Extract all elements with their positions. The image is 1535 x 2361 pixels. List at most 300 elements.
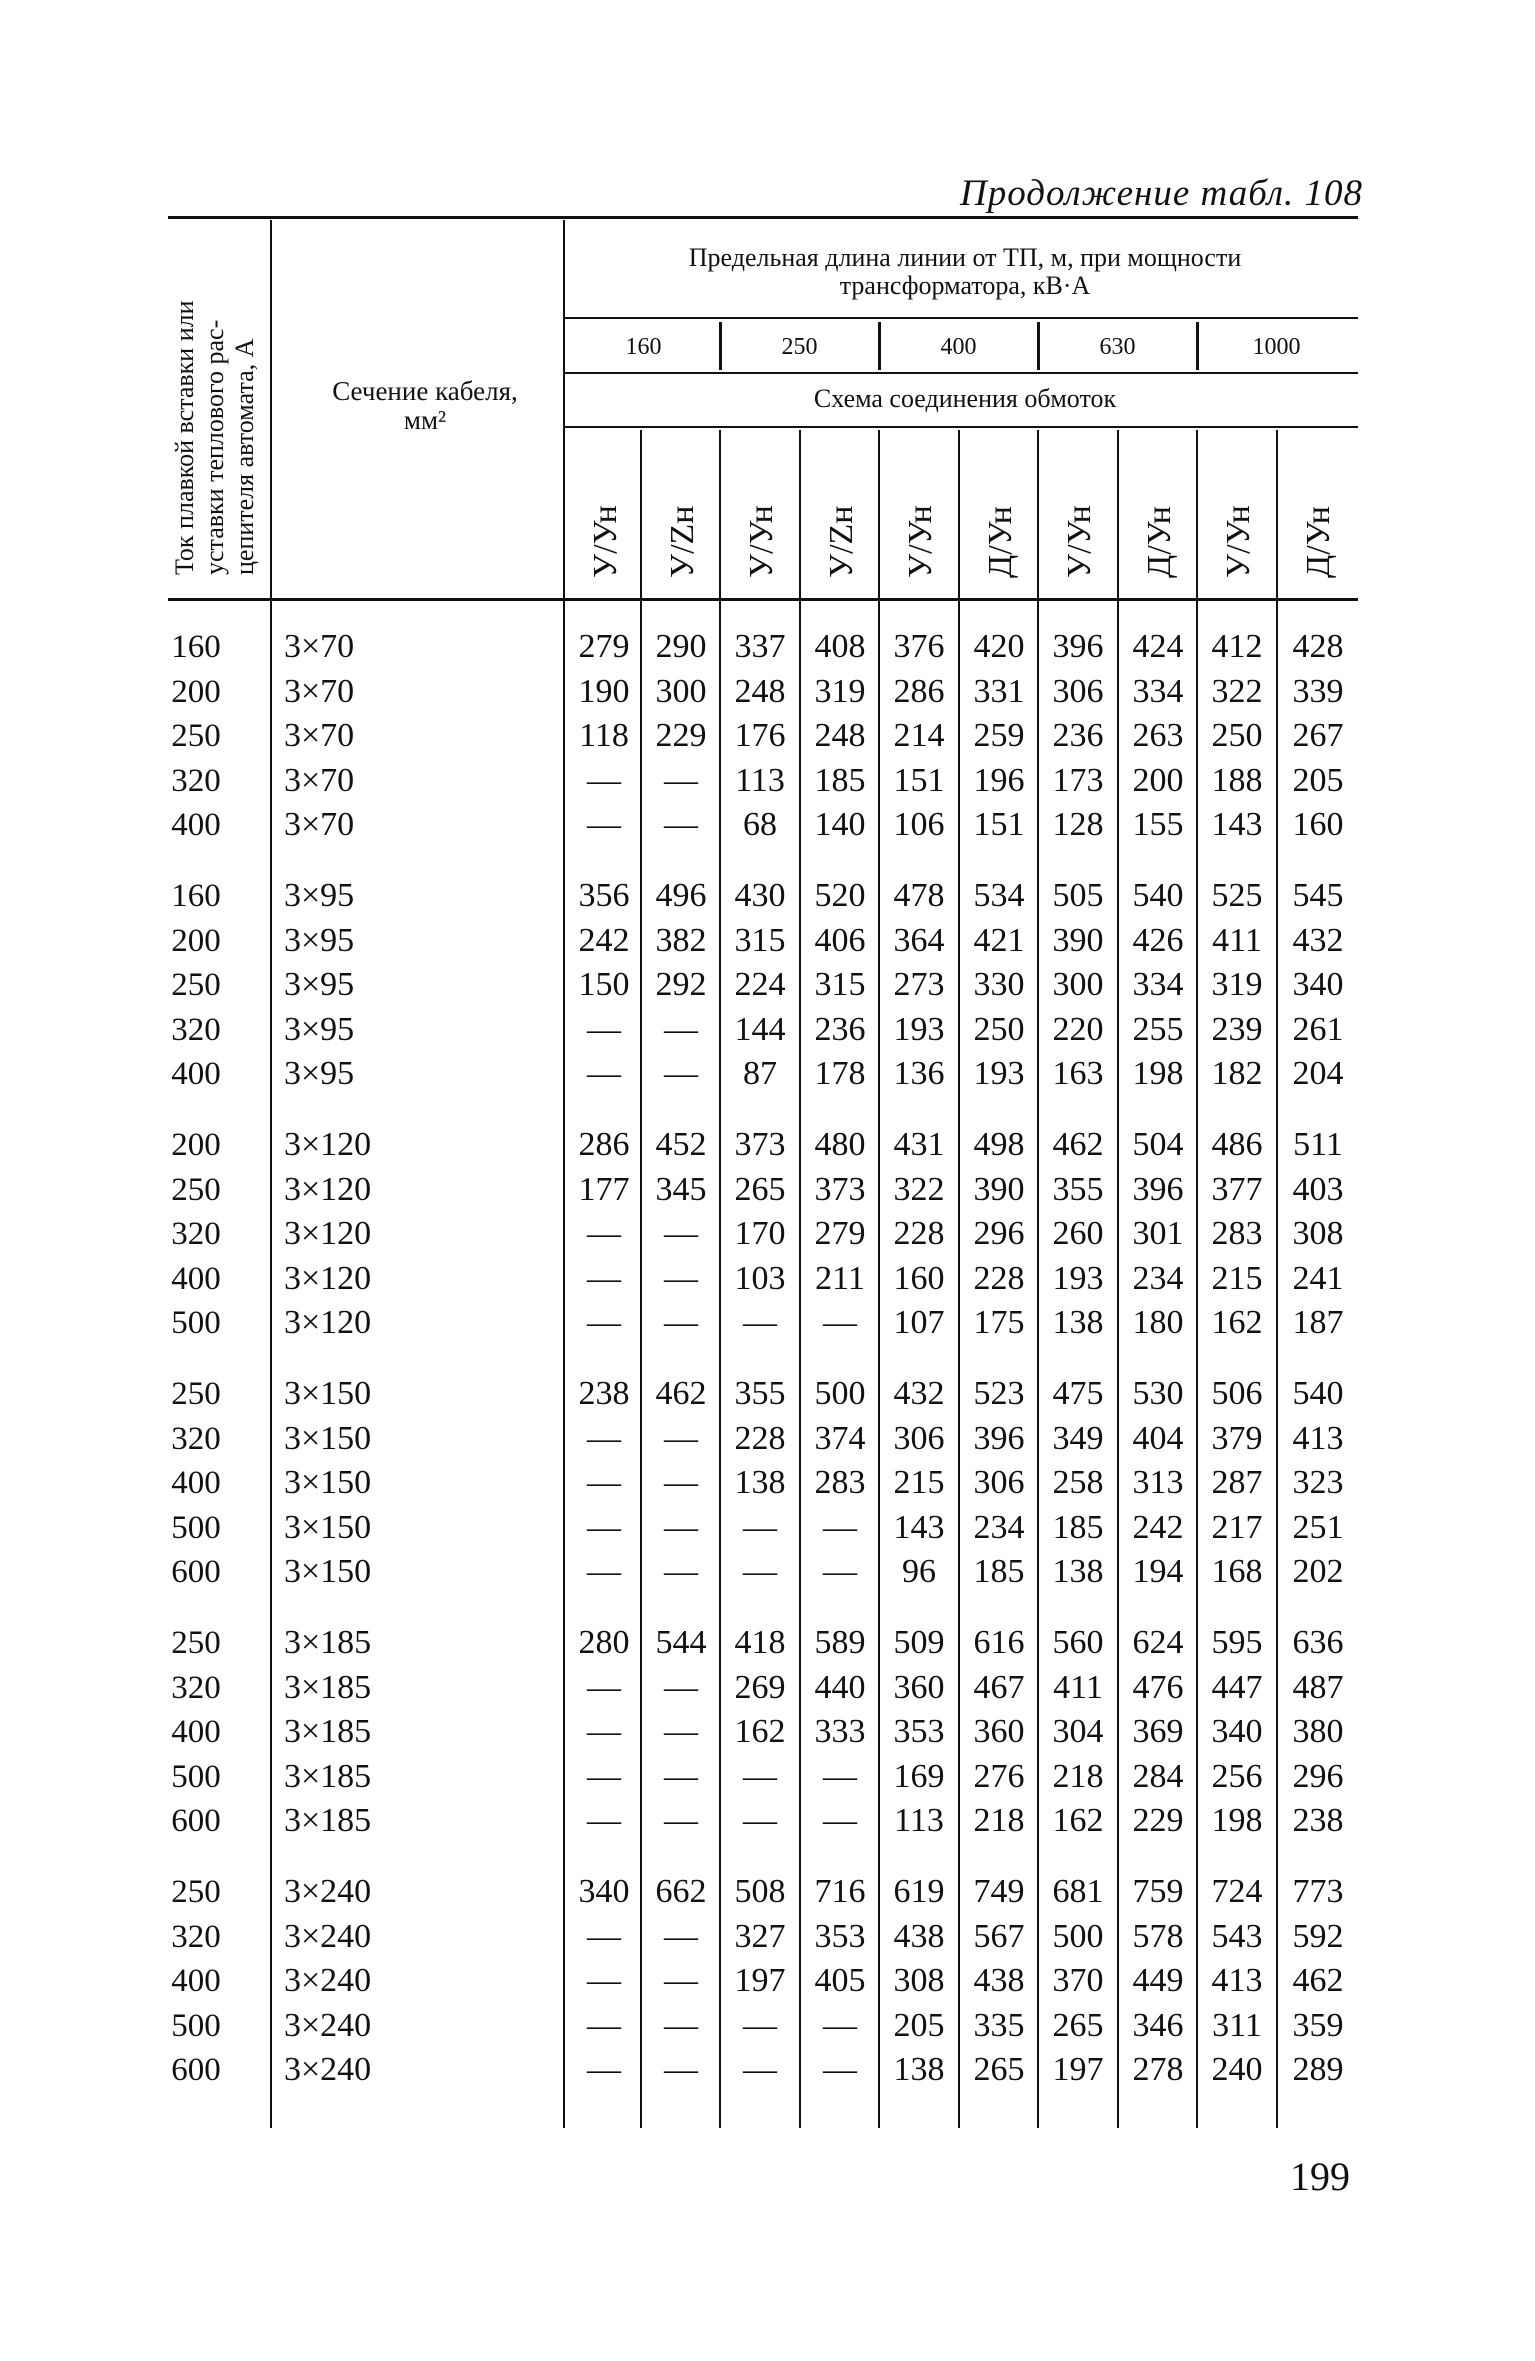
scheme-cells-top-rule	[565, 426, 1358, 428]
length-cell: 462	[1052, 1126, 1104, 1163]
table-row	[0, 874, 1535, 918]
length-cell: —	[587, 1215, 621, 1252]
current-column-header	[170, 301, 260, 576]
section-cell: 3×150	[284, 1464, 372, 1501]
scheme-label: У/Ун	[1061, 505, 1098, 578]
length-cell: 438	[893, 1918, 945, 1955]
length-cell: 218	[973, 1802, 1025, 1839]
current-cell: 250	[171, 1625, 221, 1661]
length-cell: —	[743, 2051, 777, 2088]
length-cell: 260	[1052, 1215, 1104, 1252]
length-cell: 319	[814, 673, 866, 710]
length-cell: 193	[973, 1055, 1025, 1092]
current-cell: 500	[171, 2008, 221, 2044]
section-header-line-1: Сечение кабеля,	[332, 376, 518, 406]
table-row	[0, 1008, 1535, 1052]
length-cell: 118	[579, 717, 629, 754]
length-cell: 543	[1211, 1918, 1263, 1955]
length-cell: —	[743, 1758, 777, 1795]
length-cell: 411	[1212, 922, 1262, 959]
length-cell: 200	[1132, 762, 1184, 799]
length-cell: —	[587, 1509, 621, 1546]
current-cell: 500	[171, 1759, 221, 1795]
current-cell: 320	[171, 1919, 221, 1955]
length-cell: 308	[893, 1962, 945, 1999]
length-cell: 269	[734, 1669, 786, 1706]
length-cell: 681	[1052, 1873, 1104, 1910]
section-cell: 3×95	[284, 922, 355, 959]
length-cell: 540	[1132, 877, 1184, 914]
table-row	[0, 1461, 1535, 1505]
length-cell: 355	[734, 1375, 786, 1412]
current-cell: 500	[171, 1305, 221, 1341]
length-cell: —	[664, 1304, 698, 1341]
length-cell: 505	[1052, 877, 1104, 914]
section-cell: 3×185	[284, 1758, 372, 1795]
table-row	[0, 1959, 1535, 2003]
length-cell: —	[743, 1304, 777, 1341]
length-cell: 447	[1211, 1669, 1263, 1706]
length-cell: 500	[1052, 1918, 1104, 1955]
length-cell: 218	[1052, 1758, 1104, 1795]
length-cell: 413	[1292, 1420, 1344, 1457]
length-cell: 185	[973, 1553, 1025, 1590]
length-cell: 306	[893, 1420, 945, 1457]
length-cell: 236	[1052, 717, 1104, 754]
scheme-label: Д/Ун	[1141, 506, 1178, 578]
length-cell: 255	[1132, 1011, 1184, 1048]
length-cell: —	[664, 1260, 698, 1297]
length-cell: 185	[1052, 1509, 1104, 1546]
length-cell: 496	[655, 877, 707, 914]
length-cell: 163	[1052, 1055, 1104, 1092]
length-cell: 345	[655, 1171, 707, 1208]
length-cell: 214	[893, 717, 945, 754]
length-cell: 175	[973, 1304, 1025, 1341]
section-cell: 3×185	[284, 1669, 372, 1706]
length-cell: 136	[893, 1055, 945, 1092]
length-cell: 333	[814, 1713, 866, 1750]
length-cell: 286	[578, 1126, 630, 1163]
section-cell: 3×240	[284, 1962, 372, 1999]
section-cell: 3×95	[284, 877, 355, 914]
length-cell: —	[664, 1962, 698, 1999]
section-cell: 3×95	[284, 1011, 355, 1048]
length-cell: —	[664, 1802, 698, 1839]
current-cell: 600	[171, 1554, 221, 1590]
top-rule	[168, 216, 1358, 219]
length-cell: 87	[743, 1055, 777, 1092]
length-cell: 248	[814, 717, 866, 754]
table-row	[0, 963, 1535, 1007]
length-cell: —	[587, 1669, 621, 1706]
length-cell: —	[587, 1713, 621, 1750]
section-cell: 3×70	[284, 628, 355, 665]
section-cell: 3×185	[284, 1802, 372, 1839]
length-cell: 300	[655, 673, 707, 710]
scheme-label: Д/Ун	[982, 506, 1019, 578]
length-cell: 377	[1211, 1171, 1263, 1208]
length-cell: —	[823, 1553, 857, 1590]
length-cell: 334	[1132, 966, 1184, 1003]
length-cell: 431	[893, 1126, 945, 1163]
length-cell: —	[664, 1669, 698, 1706]
length-cell: 315	[814, 966, 866, 1003]
length-cell: 273	[893, 966, 945, 1003]
length-cell: —	[743, 2007, 777, 2044]
table-row	[0, 1301, 1535, 1345]
length-cell: 107	[893, 1304, 945, 1341]
length-cell: —	[664, 1420, 698, 1457]
length-cell: 506	[1211, 1375, 1263, 1412]
winding-scheme-header: Схема соединения обмоток	[813, 384, 1117, 413]
length-cell: 396	[1132, 1171, 1184, 1208]
length-cell: 334	[1132, 673, 1184, 710]
length-cell: 487	[1292, 1669, 1344, 1706]
length-cell: —	[664, 1713, 698, 1750]
table-row	[0, 919, 1535, 963]
length-cell: 228	[893, 1215, 945, 1252]
length-cell: 290	[655, 628, 707, 665]
length-cell: 504	[1132, 1126, 1184, 1163]
section-header-line-2: мм²	[403, 405, 447, 435]
length-cell: 408	[814, 628, 866, 665]
length-cell: 215	[893, 1464, 945, 1501]
section-cell: 3×95	[284, 966, 355, 1003]
length-cell: 403	[1292, 1171, 1344, 1208]
current-cell: 200	[171, 674, 221, 710]
current-cell: 400	[171, 1714, 221, 1750]
length-cell: 140	[814, 806, 866, 843]
length-cell: 238	[1292, 1802, 1344, 1839]
length-cell: 773	[1292, 1873, 1344, 1910]
length-cell: —	[823, 1304, 857, 1341]
section-cell: 3×150	[284, 1553, 372, 1590]
length-cell: 475	[1052, 1375, 1104, 1412]
length-cell: 177	[578, 1171, 630, 1208]
length-cell: 418	[734, 1624, 786, 1661]
length-cell: 197	[734, 1962, 786, 1999]
scheme-label: У/Zн	[823, 505, 860, 578]
length-cell: —	[823, 1802, 857, 1839]
length-cell: 238	[578, 1375, 630, 1412]
length-cell: 196	[973, 762, 1025, 799]
length-cell: 283	[814, 1464, 866, 1501]
length-cell: 169	[893, 1758, 945, 1795]
table-row	[0, 1870, 1535, 1914]
length-cell: 327	[734, 1918, 786, 1955]
length-cell: 390	[1052, 922, 1104, 959]
length-cell: 296	[1292, 1758, 1344, 1795]
scheme-label: Д/Ун	[1300, 506, 1337, 578]
current-cell: 200	[171, 923, 221, 959]
length-cell: 306	[973, 1464, 1025, 1501]
length-cell: 301	[1132, 1215, 1184, 1252]
length-cell: 412	[1211, 628, 1263, 665]
scheme-label: У/Ун	[1220, 505, 1257, 578]
length-cell: —	[664, 1509, 698, 1546]
length-cell: 404	[1132, 1420, 1184, 1457]
length-cell: 241	[1292, 1260, 1344, 1297]
length-cell: 151	[973, 806, 1025, 843]
length-cell: 308	[1292, 1215, 1344, 1252]
length-cell: 480	[814, 1126, 866, 1163]
length-cell: 476	[1132, 1669, 1184, 1706]
table-row	[0, 1372, 1535, 1416]
length-cell: —	[664, 1464, 698, 1501]
length-cell: 138	[893, 2051, 945, 2088]
length-cell: 144	[734, 1011, 786, 1048]
length-cell: 276	[973, 1758, 1025, 1795]
length-cell: 197	[1052, 2051, 1104, 2088]
length-cell: 162	[1052, 1802, 1104, 1839]
length-cell: 162	[1211, 1304, 1263, 1341]
length-cell: 173	[1052, 762, 1104, 799]
length-cell: 251	[1292, 1509, 1344, 1546]
length-cell: —	[743, 1802, 777, 1839]
length-cell: —	[587, 1553, 621, 1590]
length-cell: 296	[973, 1215, 1025, 1252]
length-cell: 187	[1292, 1304, 1344, 1341]
length-cell: —	[664, 2007, 698, 2044]
length-cell: —	[823, 1758, 857, 1795]
length-cell: 523	[973, 1375, 1025, 1412]
length-cell: 356	[578, 877, 630, 914]
scheme-row-top-rule	[565, 372, 1358, 374]
length-cell: 578	[1132, 1918, 1184, 1955]
length-cell: 259	[973, 717, 1025, 754]
length-cell: 376	[893, 628, 945, 665]
length-cell: —	[587, 1758, 621, 1795]
length-cell: —	[587, 1918, 621, 1955]
length-cell: 138	[1052, 1304, 1104, 1341]
length-cell: 411	[1053, 1669, 1103, 1706]
length-cell: 265	[734, 1171, 786, 1208]
column-rule	[878, 322, 881, 370]
length-cell: 340	[1211, 1713, 1263, 1750]
current-cell: 320	[171, 1216, 221, 1252]
length-cell: —	[587, 806, 621, 843]
length-cell: —	[664, 762, 698, 799]
length-cell: 396	[973, 1420, 1025, 1457]
length-cell: 359	[1292, 2007, 1344, 2044]
length-cell: 467	[973, 1669, 1025, 1706]
length-cell: 749	[973, 1873, 1025, 1910]
length-cell: 724	[1211, 1873, 1263, 1910]
length-cell: 198	[1132, 1055, 1184, 1092]
length-cell: —	[587, 1802, 621, 1839]
length-cell: 180	[1132, 1304, 1184, 1341]
length-cell: 355	[1052, 1171, 1104, 1208]
length-cell: 440	[814, 1669, 866, 1706]
table-row	[0, 714, 1535, 758]
power-label: 630	[1099, 334, 1136, 360]
power-row-top-rule	[565, 317, 1358, 319]
length-cell: 486	[1211, 1126, 1263, 1163]
power-label: 400	[940, 334, 977, 360]
length-cell: 128	[1052, 806, 1104, 843]
section-cell: 3×120	[284, 1171, 372, 1208]
section-cell: 3×240	[284, 2007, 372, 2044]
length-cell: 462	[1292, 1962, 1344, 1999]
table-row	[0, 1666, 1535, 1710]
current-cell: 250	[171, 967, 221, 1003]
section-cell: 3×70	[284, 717, 355, 754]
current-header-line-2: уставки теплового рас-	[200, 319, 229, 575]
scheme-label: У/Ун	[587, 505, 624, 578]
length-cell: 662	[655, 1873, 707, 1910]
length-cell: 217	[1211, 1509, 1263, 1546]
length-cell: 589	[814, 1624, 866, 1661]
section-cell: 3×120	[284, 1260, 372, 1297]
length-cell: 234	[973, 1509, 1025, 1546]
length-cell: 616	[973, 1624, 1025, 1661]
length-cell: 335	[973, 2007, 1025, 2044]
length-cell: 286	[893, 673, 945, 710]
section-cell: 3×120	[284, 1304, 372, 1341]
length-cell: 229	[655, 717, 707, 754]
section-cell: 3×150	[284, 1509, 372, 1546]
current-cell: 320	[171, 1670, 221, 1706]
current-cell: 320	[171, 1012, 221, 1048]
length-cell: 380	[1292, 1713, 1344, 1750]
length-cell: 624	[1132, 1624, 1184, 1661]
length-cell: —	[587, 1011, 621, 1048]
length-cell: 330	[973, 966, 1025, 1003]
section-cell: 3×240	[284, 1918, 372, 1955]
length-cell: 323	[1292, 1464, 1344, 1501]
length-cell: 396	[1052, 628, 1104, 665]
length-cell: 420	[973, 628, 1025, 665]
current-cell: 250	[171, 1874, 221, 1910]
length-cell: 534	[973, 877, 1025, 914]
length-cell: 229	[1132, 1802, 1184, 1839]
section-cell: 3×185	[284, 1624, 372, 1661]
length-cell: 224	[734, 966, 786, 1003]
section-cell: 3×120	[284, 1126, 372, 1163]
length-cell: 289	[1292, 2051, 1344, 2088]
current-cell: 160	[171, 629, 221, 665]
length-cell: 193	[1052, 1260, 1104, 1297]
length-cell: 204	[1292, 1055, 1344, 1092]
length-cell: 143	[893, 1509, 945, 1546]
length-cell: —	[664, 1215, 698, 1252]
section-cell: 3×70	[284, 673, 355, 710]
length-cell: 106	[893, 806, 945, 843]
length-cell: 113	[894, 1802, 944, 1839]
length-cell: 103	[734, 1260, 786, 1297]
length-cell: 311	[1212, 2007, 1262, 2044]
current-cell: 160	[171, 878, 221, 914]
table-row	[0, 803, 1535, 847]
length-cell: 545	[1292, 877, 1344, 914]
length-cell: —	[664, 806, 698, 843]
length-cell: —	[587, 1304, 621, 1341]
length-cell: 337	[734, 628, 786, 665]
length-cell: 353	[814, 1918, 866, 1955]
table-row	[0, 1915, 1535, 1959]
length-cell: 162	[734, 1713, 786, 1750]
length-cell: 215	[1211, 1260, 1263, 1297]
current-cell: 400	[171, 807, 221, 843]
length-cell: 292	[655, 966, 707, 1003]
section-cell: 3×150	[284, 1420, 372, 1457]
length-cell: 193	[893, 1011, 945, 1048]
current-cell: 600	[171, 1803, 221, 1839]
length-cell: —	[743, 1553, 777, 1590]
length-cell: 239	[1211, 1011, 1263, 1048]
section-cell: 3×150	[284, 1375, 372, 1412]
length-cell: 339	[1292, 673, 1344, 710]
length-cell: 544	[655, 1624, 707, 1661]
length-cell: 374	[814, 1420, 866, 1457]
length-cell: 190	[578, 673, 630, 710]
length-cell: 353	[893, 1713, 945, 1750]
length-cell: 242	[578, 922, 630, 959]
length-cell: 143	[1211, 806, 1263, 843]
current-cell: 320	[171, 763, 221, 799]
table-row	[0, 1052, 1535, 1096]
length-cell: —	[743, 1509, 777, 1546]
length-cell: 478	[893, 877, 945, 914]
length-cell: 619	[893, 1873, 945, 1910]
length-cell: 96	[902, 1553, 936, 1590]
power-label: 1000	[1252, 334, 1301, 360]
length-cell: 520	[814, 877, 866, 914]
length-cell: 413	[1211, 1962, 1263, 1999]
table-row	[0, 1710, 1535, 1754]
length-cell: —	[823, 1509, 857, 1546]
table-row	[0, 1755, 1535, 1799]
length-cell: 113	[735, 762, 785, 799]
table-row	[0, 1417, 1535, 1461]
length-cell: 236	[814, 1011, 866, 1048]
length-cell: 560	[1052, 1624, 1104, 1661]
length-cell: 138	[1052, 1553, 1104, 1590]
column-rule	[1196, 322, 1199, 370]
length-cell: 284	[1132, 1758, 1184, 1795]
length-cell: 716	[814, 1873, 866, 1910]
table-row	[0, 1799, 1535, 1843]
length-cell: 220	[1052, 1011, 1104, 1048]
length-cell: —	[587, 1420, 621, 1457]
length-cell: 170	[734, 1215, 786, 1252]
length-cell: 498	[973, 1126, 1025, 1163]
length-cell: 267	[1292, 717, 1344, 754]
current-cell: 400	[171, 1056, 221, 1092]
length-cell: 438	[973, 1962, 1025, 1999]
column-rule	[719, 322, 722, 370]
length-cell: 160	[893, 1260, 945, 1297]
length-cell: 261	[1292, 1011, 1344, 1048]
max-length-header-line-2: трансформатора, кВ·А	[839, 271, 1091, 300]
length-cell: 240	[1211, 2051, 1263, 2088]
length-cell: 188	[1211, 762, 1263, 799]
section-cell: 3×95	[284, 1055, 355, 1092]
length-cell: —	[587, 1055, 621, 1092]
current-cell: 500	[171, 1510, 221, 1546]
table-row	[0, 2004, 1535, 2048]
length-cell: 279	[814, 1215, 866, 1252]
length-cell: —	[587, 1464, 621, 1501]
length-cell: 525	[1211, 877, 1263, 914]
length-cell: 462	[655, 1375, 707, 1412]
current-cell: 200	[171, 1127, 221, 1163]
length-cell: 265	[1052, 2007, 1104, 2044]
length-cell: —	[664, 1055, 698, 1092]
current-cell: 250	[171, 718, 221, 754]
header-bottom-rule	[168, 598, 1358, 601]
